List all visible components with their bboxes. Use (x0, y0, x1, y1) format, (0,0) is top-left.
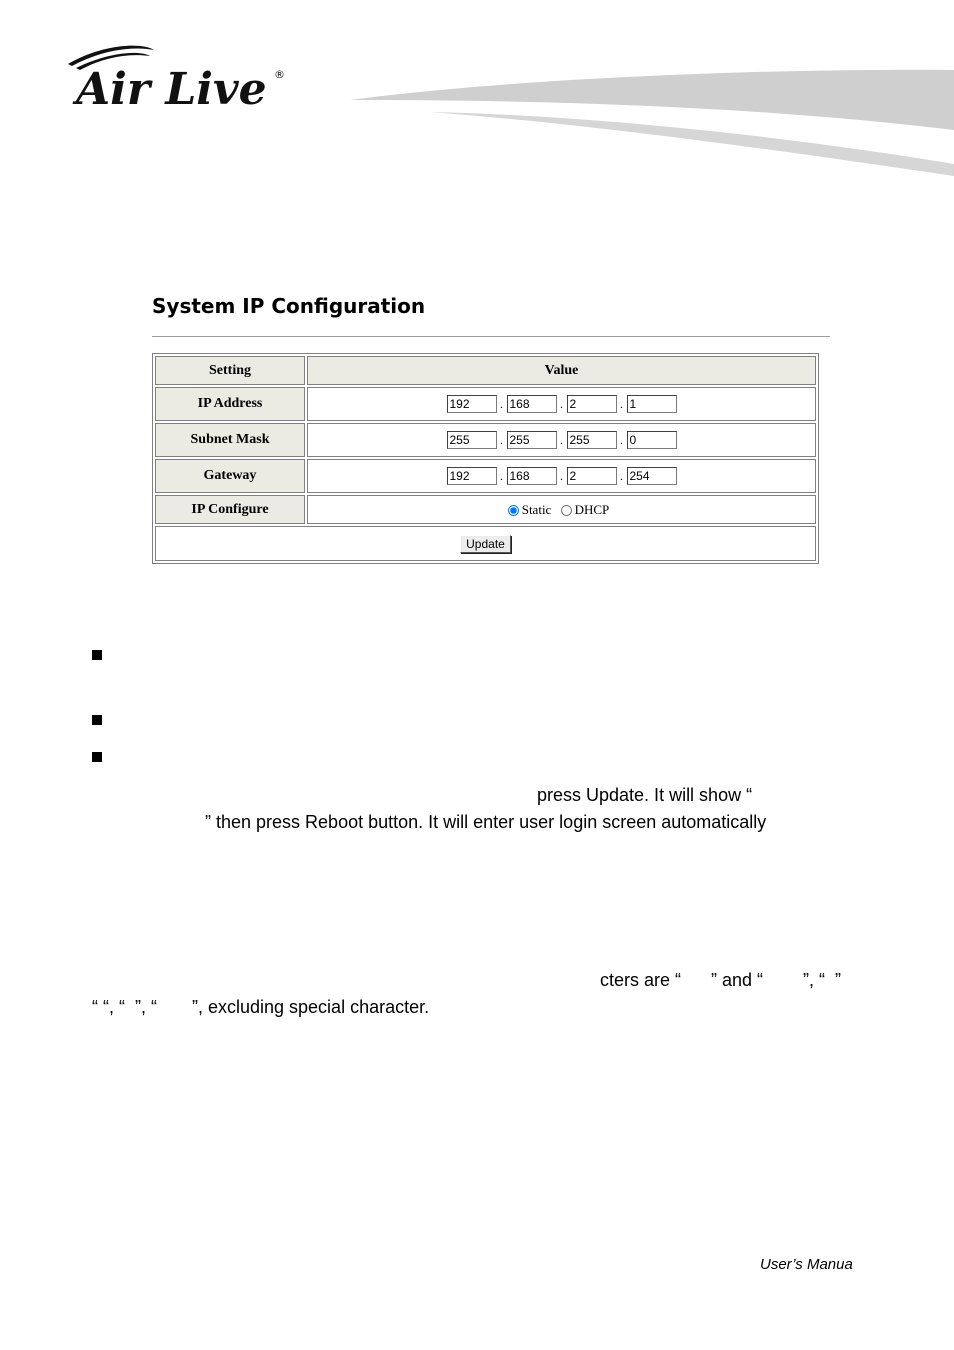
static-radio-label: Static (521, 502, 552, 517)
gateway-octet-4[interactable] (627, 467, 677, 485)
gateway-octet-2[interactable] (507, 467, 557, 485)
ip-address-octet-3[interactable] (567, 395, 617, 413)
ip-address-value (307, 387, 816, 421)
table-header-row (155, 356, 816, 385)
subnet-mask-value (307, 423, 816, 457)
dot-separator: . (620, 468, 623, 483)
dhcp-radio[interactable] (561, 505, 572, 516)
update-cell (155, 526, 816, 561)
gateway-octet-3[interactable] (567, 467, 617, 485)
body-line-1: press Update. It will show “ (537, 785, 753, 805)
body-line-3: cters are “ ” and “ ”, “ ” (600, 970, 842, 990)
table-row-subnet-mask (155, 423, 816, 457)
dot-separator: . (560, 468, 563, 483)
gateway-value (307, 459, 816, 493)
dot-separator: . (620, 396, 623, 411)
footer-text: User’s Manua (760, 1256, 853, 1273)
body-line-2: ” then press Reboot button. It will enter user login screen automatically (205, 812, 767, 832)
subnet-mask-octet-4[interactable] (627, 431, 677, 449)
airlive-logo (62, 42, 292, 112)
ip-address-octet-2[interactable] (507, 395, 557, 413)
table-row-update (155, 526, 816, 561)
update-button[interactable]: Update (460, 535, 511, 553)
table-row-ip-address (155, 387, 816, 421)
header-swoosh (350, 60, 954, 180)
ip-address-octet-4[interactable] (627, 395, 677, 413)
bullet-icon (92, 650, 102, 660)
ip-configure-label: IP Configure (155, 495, 305, 524)
dot-separator: . (500, 396, 503, 411)
title-divider (152, 336, 830, 337)
page-title: System IP Configuration (152, 294, 426, 318)
ip-configure-value (307, 495, 816, 524)
ip-config-table (152, 353, 819, 564)
svg-text:®: ® (274, 68, 285, 81)
bullet-icon (92, 752, 102, 762)
header-value: Value (307, 356, 816, 385)
ip-address-label: IP Address (155, 387, 305, 421)
bullet-icon (92, 715, 102, 725)
svg-text:Air Live: Air Live (76, 64, 267, 112)
dhcp-radio-label: DHCP (574, 502, 610, 517)
subnet-mask-octet-1[interactable] (447, 431, 497, 449)
dot-separator: . (500, 468, 503, 483)
header-setting: Setting (155, 356, 305, 385)
gateway-octet-1[interactable] (447, 467, 497, 485)
dot-separator: . (560, 432, 563, 447)
static-radio[interactable] (508, 505, 519, 516)
subnet-mask-octet-3[interactable] (567, 431, 617, 449)
table-row-gateway (155, 459, 816, 493)
table-row-ip-configure (155, 495, 816, 524)
body-line-4: “ “, “ ”, “ ”, excluding special character. (92, 997, 430, 1017)
subnet-mask-label: Subnet Mask (155, 423, 305, 457)
ip-address-octet-1[interactable] (447, 395, 497, 413)
subnet-mask-octet-2[interactable] (507, 431, 557, 449)
dot-separator: . (560, 396, 563, 411)
dot-separator: . (500, 432, 503, 447)
gateway-label: Gateway (155, 459, 305, 493)
dot-separator: . (620, 432, 623, 447)
